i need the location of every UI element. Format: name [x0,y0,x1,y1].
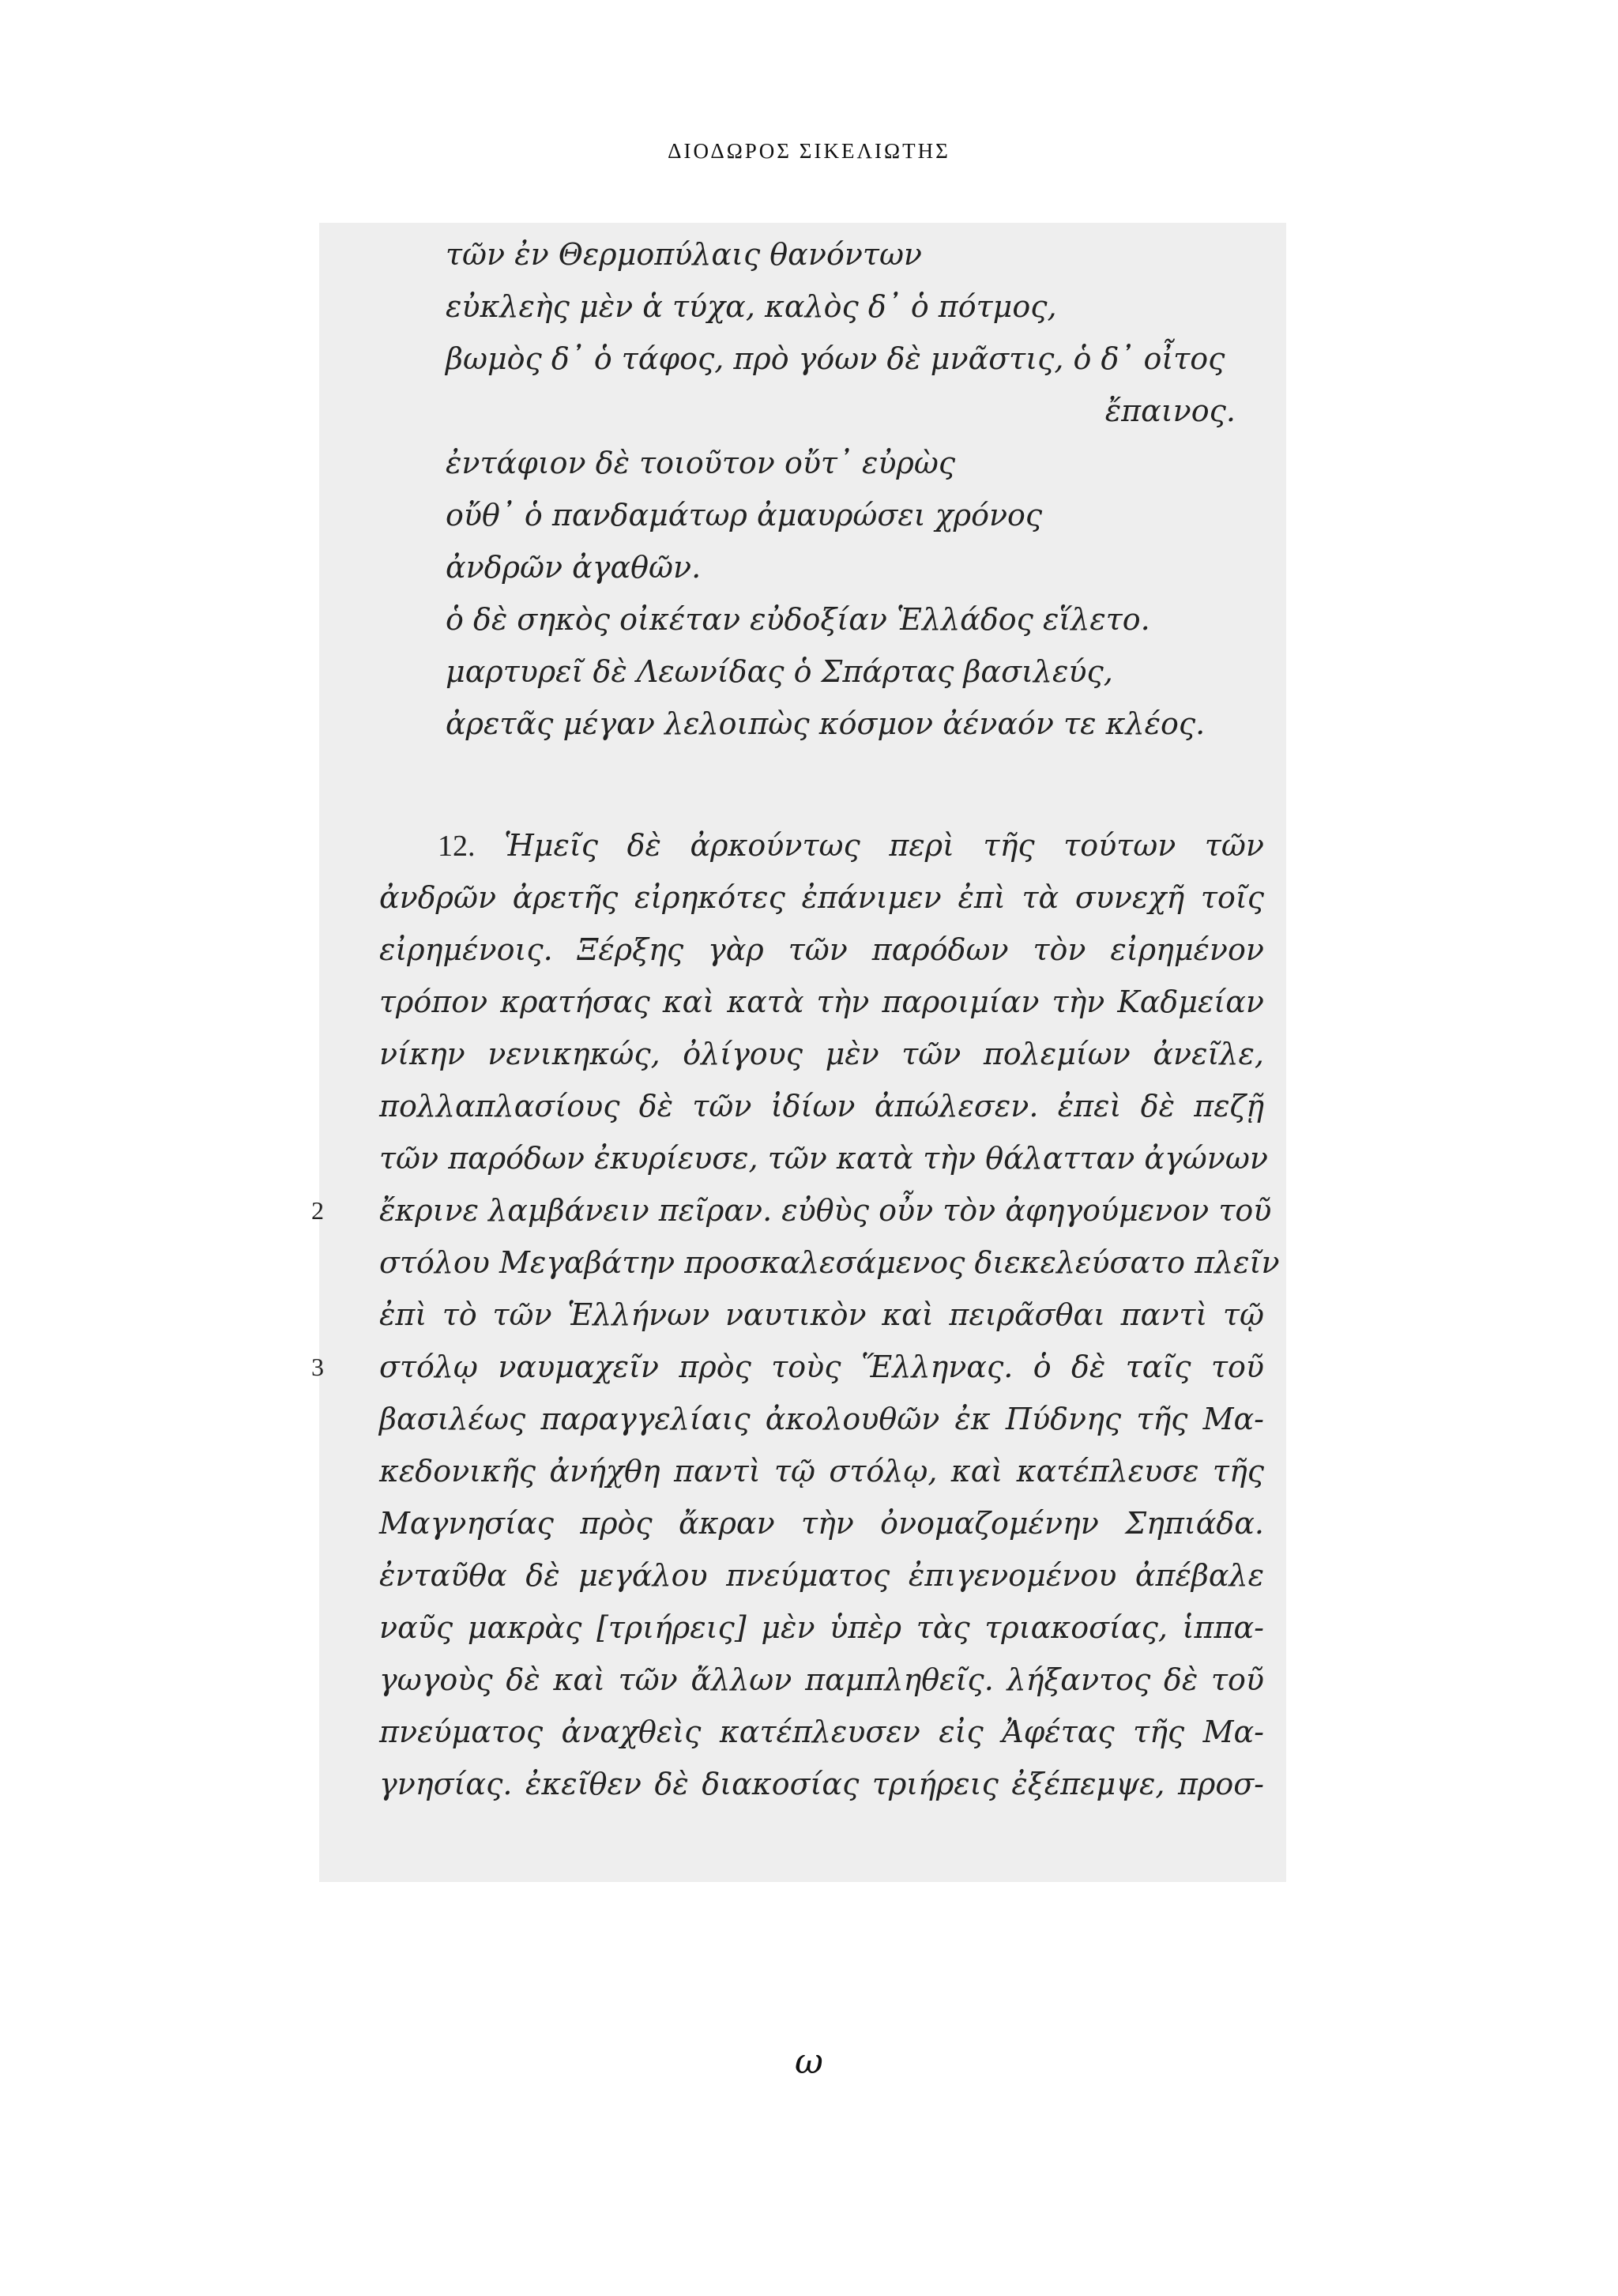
running-title: ΔΙΟΔΩΡΟΣ ΣΙΚΕΛΙΩΤΗΣ [668,139,950,163]
verse-line: οὔθ᾽ ὁ πανδαμάτωρ ἀμαυρώσει χρόνος [446,498,1043,533]
prose-line-text: Ἡμεῖς δὲ ἀρκούντως περὶ τῆς τούτων τῶν [504,828,1264,863]
verse-line: ἐντάφιον δὲ τοιοῦτον οὔτ᾽ εὐρὼς [446,446,956,480]
scanned-text-block [311,223,1286,1882]
prose-line: πολλαπλασίους δὲ τῶν ἰδίων ἀπώλεσεν. ἐπεὶ δὲ πεζῇ [379,1089,1264,1124]
verse-line: ἀνδρῶν ἀγαθῶν. [446,550,702,585]
prose-line: ἐπὶ τὸ τῶν Ἑλλήνων ναυτικὸν καὶ πειρᾶσθαι παντὶ τῷ [379,1297,1264,1332]
page-mark: ω [795,2042,823,2082]
verse-line: τῶν ἐν Θερμοπύλαις θανόντων [446,237,923,272]
prose-line: ἀνδρῶν ἀρετῆς εἰρηκότες ἐπάνιμεν ἐπὶ τὰ συνεχῆ τοῖς [379,880,1264,915]
prose-line: βασιλέως παραγγελίαις ἀκολουθῶν ἐκ Πύδνης τῆς Μα- [379,1402,1264,1436]
prose-line: νίκην νενικηκώς, ὀλίγους μὲν τῶν πολεμίων ἀνεῖλε, [379,1037,1264,1071]
margin-section-number: 3 [311,1353,324,1381]
verse-line: ὁ δὲ σηκὸς οἰκέταν εὐδοξίαν Ἑλλάδος εἵλετο. [446,602,1150,637]
verse-line: βωμὸς δ᾽ ὁ τάφος, πρὸ γόων δὲ μνᾶστις, ὁ δ᾽ οἶτος [446,341,1225,376]
prose-line: στόλῳ ναυμαχεῖν πρὸς τοὺς Ἕλληνας. ὁ δὲ ταῖς τοῦ [379,1349,1264,1384]
prose-line: ἐνταῦθα δὲ μεγάλου πνεύματος ἐπιγενομένου ἀπέβαλε [379,1558,1264,1593]
prose-line: ἔκρινε λαμβάνειν πεῖραν. εὐθὺς οὖν τὸν ἀφηγούμενον τοῦ [379,1193,1272,1228]
prose-line [438,823,1264,868]
prose-line: τρόπον κρατήσας καὶ κατὰ τὴν παροιμίαν τὴν Καδμείαν [379,984,1264,1019]
verse-line: μαρτυρεῖ δὲ Λεωνίδας ὁ Σπάρτας βασιλεύς, [446,654,1113,689]
section-number: 12. [438,830,476,863]
margin-section-number: 2 [311,1196,324,1225]
verse-line: εὐκλεὴς μὲν ἁ τύχα, καλὸς δ᾽ ὁ πότμος, [446,289,1057,324]
prose-line: ναῦς μακρὰς [τριήρεις] μὲν ὑπὲρ τὰς τριακοσίας, ἱππα- [379,1610,1264,1645]
prose-line: εἰρημένοις. Ξέρξης γὰρ τῶν παρόδων τὸν εἰρημένον [379,932,1264,967]
prose-line: γνησίας. ἐκεῖθεν δὲ διακοσίας τριήρεις ἐξέπεμψε, προσ- [379,1767,1264,1801]
prose-line: στόλου Μεγαβάτην προσκαλεσάμενος διεκελεύσατο πλεῖν [379,1245,1280,1280]
prose-line: κεδονικῆς ἀνήχθη παντὶ τῷ στόλῳ, καὶ κατέπλευσε τῆς [379,1454,1264,1489]
prose-line: πνεύματος ἀναχθεὶς κατέπλευσεν εἰς Ἀφέτας τῆς Μα- [379,1714,1264,1749]
prose-line: γωγοὺς δὲ καὶ τῶν ἄλλων παμπληθεῖς. λήξαντος δὲ τοῦ [379,1662,1264,1697]
prose-line: Μαγνησίας πρὸς ἄκραν τὴν ὀνομαζομένην Σηπιάδα. [379,1506,1264,1541]
verse-line: ἔπαινος. [1104,393,1236,428]
verse-line: ἀρετᾶς μέγαν λελοιπὼς κόσμον ἀέναόν τε κλέος. [446,706,1206,741]
prose-line: τῶν παρόδων ἐκυρίευσε, τῶν κατὰ τὴν θάλατταν ἀγώνων [379,1141,1268,1176]
